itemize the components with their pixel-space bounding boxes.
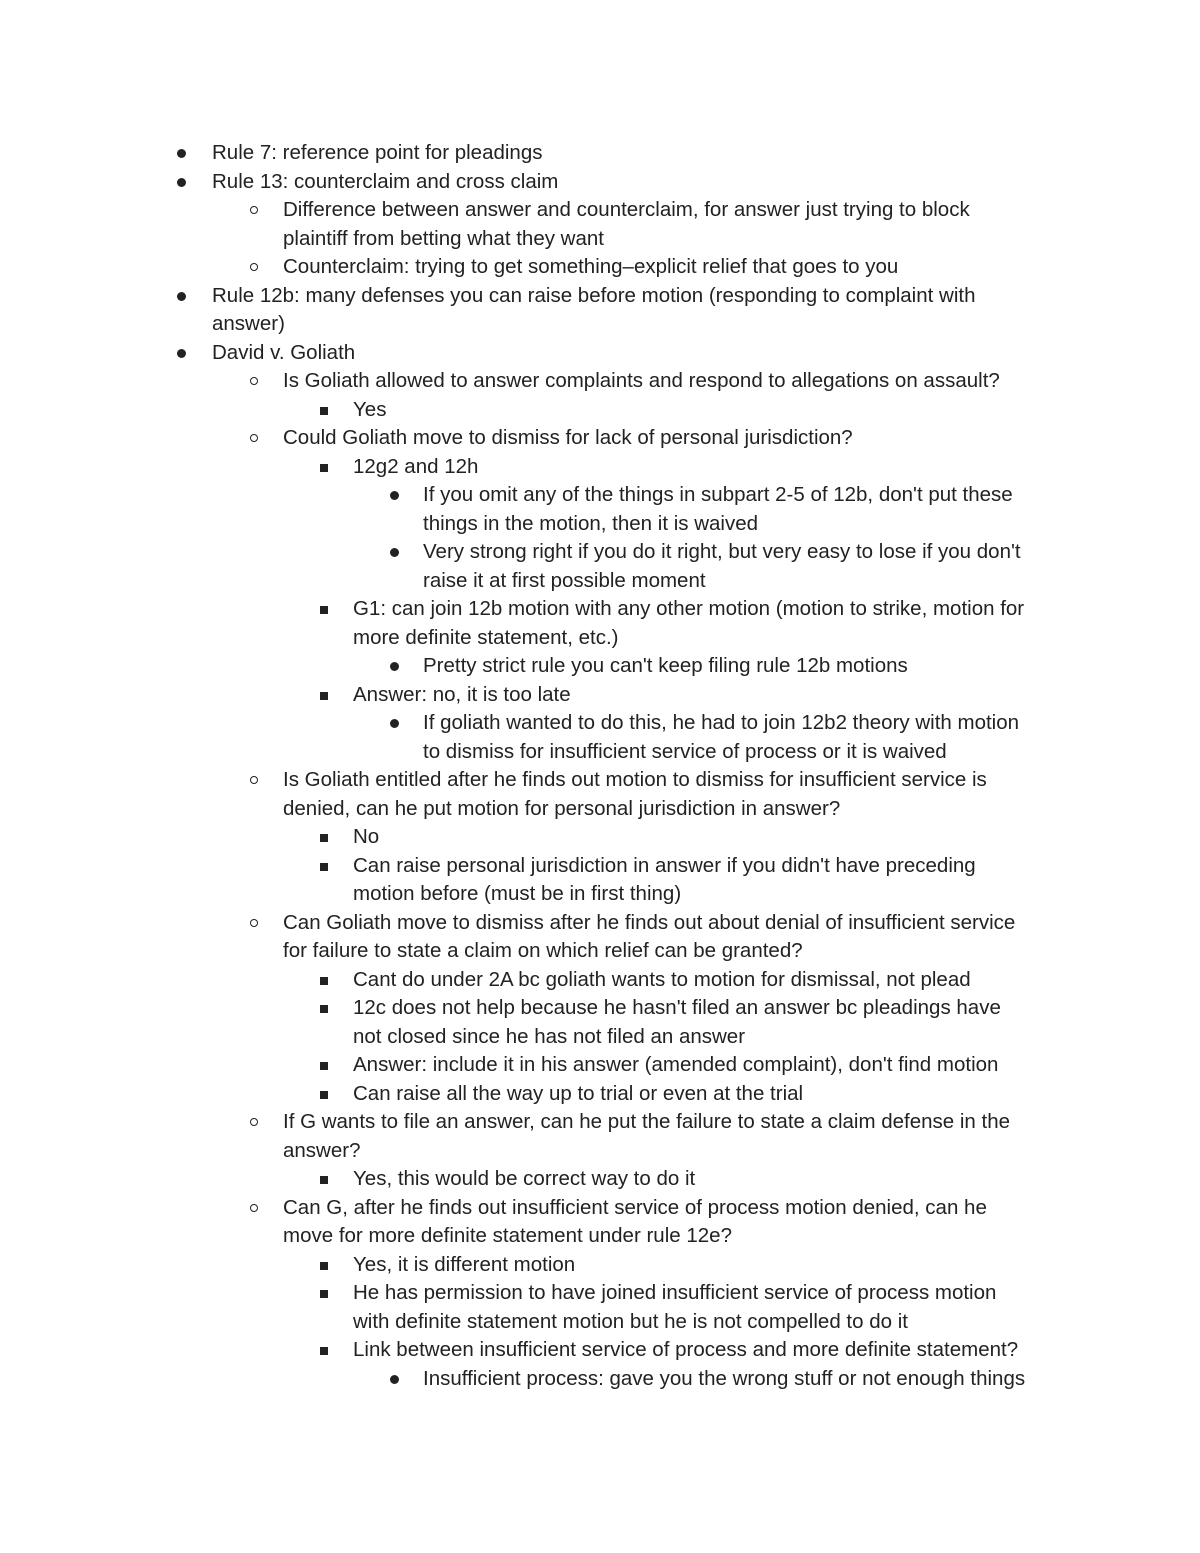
outline-text: 12c does not help because he hasn't filed an answer bc pleadings have — [353, 996, 1001, 1019]
outline-text: Answer: include it in his answer (amended complaint), don't find motion — [353, 1053, 999, 1076]
outline-line — [0, 852, 1200, 881]
bullet-disc-icon — [177, 292, 186, 301]
outline-line — [0, 481, 1200, 510]
bullet-square-icon — [320, 1262, 328, 1270]
outline-text: Rule 13: counterclaim and cross claim — [212, 169, 559, 193]
bullet-circle-icon — [250, 263, 258, 271]
outline-line — [0, 139, 1200, 168]
bullet-square-icon — [320, 1091, 328, 1099]
outline-line — [0, 880, 1200, 909]
bullet-square-icon — [320, 1347, 328, 1355]
outline-text: Is Goliath allowed to answer complaints and respond to allegations on assault? — [283, 369, 1000, 392]
outline-line — [0, 1080, 1200, 1109]
outline-line — [0, 253, 1200, 282]
outline-line — [0, 652, 1200, 681]
outline-text: Pretty strict rule you can't keep filing rule 12b motions — [423, 654, 908, 677]
outline-line — [0, 738, 1200, 767]
outline-line — [0, 282, 1200, 311]
outline-text: raise it at first possible moment — [423, 568, 706, 592]
bullet-disc-icon — [390, 719, 399, 728]
outline-line — [0, 966, 1200, 995]
outline-text: with definite statement motion but he is not compelled to do it — [353, 1309, 908, 1333]
document-page — [0, 139, 1200, 1393]
outline-text: David v. Goliath — [212, 340, 356, 364]
bullet-square-icon — [320, 464, 328, 472]
bullet-square-icon — [320, 834, 328, 842]
bullet-disc-icon — [390, 662, 399, 671]
outline-text: He has permission to have joined insufficient service of process motion — [353, 1281, 997, 1304]
outline-text: Rule 12b: many defenses you can raise before motion (responding to complaint with — [212, 283, 976, 307]
outline-text: for failure to state a claim on which relief can be granted? — [283, 939, 803, 962]
outline-text: If goliath wanted to do this, he had to join 12b2 theory with motion — [423, 711, 1020, 734]
outline-text: Can Goliath move to dismiss after he finds out about denial of insufficient service — [283, 910, 1016, 934]
outline-line — [0, 1251, 1200, 1280]
outline-text: Rule 7: reference point for pleadings — [212, 141, 543, 164]
outline-text: Yes, this would be correct way to do it — [353, 1167, 696, 1190]
bullet-square-icon — [320, 606, 328, 614]
outline-line — [0, 1108, 1200, 1137]
bullet-circle-icon — [250, 434, 258, 442]
bullet-square-icon — [320, 1290, 328, 1298]
outline-text: Link between insufficient service of process and more definite statement? — [353, 1338, 1019, 1361]
outline-text: If you omit any of the things in subpart 2-5 of 12b, don't put these — [423, 483, 1013, 506]
outline-text: plaintiff from betting what they want — [283, 226, 604, 250]
bullet-circle-icon — [250, 206, 258, 214]
bullet-disc-icon — [390, 491, 399, 500]
outline-text: Insufficient process: gave you the wrong stuff or not enough things — [423, 1366, 1026, 1390]
outline-text: Difference between answer and counterclaim, for answer just trying to block — [283, 198, 970, 221]
outline-text: not closed since he has not filed an answer — [353, 1024, 746, 1048]
bullet-square-icon — [320, 1005, 328, 1013]
bullet-disc-icon — [177, 149, 186, 158]
outline-line — [0, 225, 1200, 254]
outline-text: Cant do under 2A bc goliath wants to motion for dismissal, not plead — [353, 967, 971, 991]
outline-text: Counterclaim: trying to get something–explicit relief that goes to you — [283, 255, 899, 278]
bullet-square-icon — [320, 1176, 328, 1184]
bullet-circle-icon — [250, 377, 258, 385]
outline-line — [0, 994, 1200, 1023]
outline-line — [0, 681, 1200, 710]
outline-text: Is Goliath entitled after he finds out motion to dismiss for insufficient service is — [283, 768, 987, 791]
outline-text: Yes — [353, 397, 387, 421]
bullet-circle-icon — [250, 776, 258, 784]
outline-text: Can raise personal jurisdiction in answer if you didn't have preceding — [353, 853, 976, 877]
bullet-circle-icon — [250, 1118, 258, 1126]
outline-line — [0, 168, 1200, 197]
outline-line — [0, 823, 1200, 852]
outline-text: answer? — [283, 1138, 361, 1162]
outline-line — [0, 1222, 1200, 1251]
outline-line — [0, 766, 1200, 795]
bullet-circle-icon — [250, 919, 258, 927]
outline-text: Very strong right if you do it right, but very easy to lose if you don't — [423, 540, 1021, 563]
outline-line — [0, 538, 1200, 567]
outline-text: Answer: no, it is too late — [353, 682, 571, 706]
outline-line — [0, 196, 1200, 225]
outline-line — [0, 1194, 1200, 1223]
outline-text: Could Goliath move to dismiss for lack of personal jurisdiction? — [283, 426, 853, 449]
outline-text: things in the motion, then it is waived — [423, 511, 759, 535]
outline-text: G1: can join 12b motion with any other motion (motion to strike, motion for — [353, 597, 1025, 620]
outline-line — [0, 1051, 1200, 1080]
bullet-disc-icon — [177, 349, 186, 358]
outline-text: No — [353, 825, 380, 848]
outline-line — [0, 1023, 1200, 1052]
outline-line — [0, 453, 1200, 482]
outline-line — [0, 595, 1200, 624]
bullet-square-icon — [320, 977, 328, 985]
outline-line — [0, 1308, 1200, 1337]
outline-text: to dismiss for insufficient service of process or it is waived — [423, 739, 947, 763]
outline-line — [0, 1137, 1200, 1166]
outline-line — [0, 795, 1200, 824]
outline-line — [0, 909, 1200, 938]
outline-text: 12g2 and 12h — [353, 454, 479, 478]
outline-text: move for more definite statement under rule 12e? — [283, 1224, 732, 1247]
outline-line — [0, 937, 1200, 966]
bullet-disc-icon — [390, 548, 399, 557]
bullet-square-icon — [320, 1062, 328, 1070]
outline-text: Yes, it is different motion — [353, 1252, 576, 1276]
outline-line — [0, 1279, 1200, 1308]
outline-text: motion before (must be in first thing) — [353, 882, 682, 905]
outline-text: more definite statement, etc.) — [353, 625, 619, 649]
outline-line — [0, 1365, 1200, 1394]
bullet-circle-icon — [250, 1204, 258, 1212]
bullet-square-icon — [320, 692, 328, 700]
outline-text: answer) — [212, 312, 285, 335]
bullet-disc-icon — [177, 178, 186, 187]
outline-line — [0, 1165, 1200, 1194]
outline-line — [0, 367, 1200, 396]
outline-line — [0, 567, 1200, 596]
outline-line — [0, 310, 1200, 339]
outline-line — [0, 396, 1200, 425]
bullet-square-icon — [320, 863, 328, 871]
outline-line — [0, 510, 1200, 539]
bullet-disc-icon — [390, 1375, 399, 1384]
outline-line — [0, 339, 1200, 368]
outline-line — [0, 624, 1200, 653]
outline-line — [0, 1336, 1200, 1365]
outline-text: denied, can he put motion for personal jurisdiction in answer? — [283, 796, 841, 820]
outline-line — [0, 424, 1200, 453]
outline-text: Can G, after he finds out insufficient service of process motion denied, can he — [283, 1195, 987, 1219]
outline-text: Can raise all the way up to trial or even at the trial — [353, 1081, 804, 1105]
outline-line — [0, 709, 1200, 738]
outline-text: If G wants to file an answer, can he put the failure to state a claim defense in the — [283, 1110, 1011, 1133]
bullet-square-icon — [320, 407, 328, 415]
